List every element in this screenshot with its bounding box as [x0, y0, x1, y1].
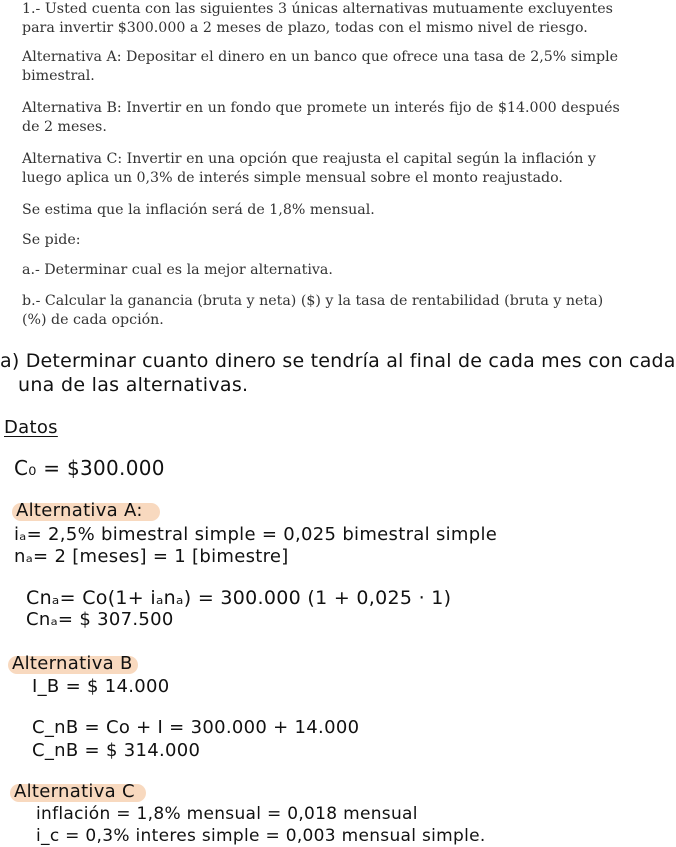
notes-heading-line1: a) Determinar cuanto dinero se tendría al final de cada mes con cada	[0, 350, 676, 372]
alt-b-formula: C_nB = Co + I = 300.000 + 14.000	[32, 717, 360, 738]
alt-c-rate: i_c = 0,3% interes simple = 0,003 mensual simple.	[36, 826, 486, 846]
alt-a-title: Alternativa A:	[16, 500, 143, 521]
alt-c-title: Alternativa C	[14, 781, 135, 802]
initial-capital: C₀ = $300.000	[14, 456, 165, 480]
alt-b-interest: I_B = $ 14.000	[32, 676, 170, 697]
notes-heading-line2: una de las alternativas.	[18, 374, 249, 396]
alt-b-title: Alternativa B	[12, 653, 133, 674]
question-b: b.- Calcular la ganancia (bruta y neta) ($) y la tasa de rentabilidad (bruta y neta) (%) de cada opción.	[22, 293, 604, 328]
alternative-c-text: Alternativa C: Invertir en una opción que reajusta el capital según la inflación y luego aplica un 0,3% de interés simple mensual sobre el monto reajustado.	[22, 151, 596, 186]
alt-b-result: C_nB = $ 314.000	[32, 740, 201, 761]
alternative-b-text: Alternativa B: Invertir en un fondo que promete un interés fijo de $14.000 después de 2 meses.	[22, 100, 620, 135]
inflation-estimate: Se estima que la inflación será de 1,8% mensual.	[22, 202, 375, 218]
alt-a-formula: Cnₐ= Co(1+ iₐnₐ) = 300.000 (1 + 0,025 · 1)	[26, 587, 452, 609]
problem-statement: 1.- Usted cuenta con las siguientes 3 únicas alternativas mutuamente excluyentes para invertir $300.000 a 2 meses de plazo, todas con el mismo nivel de riesgo.	[22, 1, 613, 36]
alt-c-inflation: inflación = 1,8% mensual = 0,018 mensual	[36, 804, 418, 824]
alt-a-rate: iₐ= 2,5% bimestral simple = 0,025 bimestral simple	[14, 524, 498, 545]
datos-label: Datos	[4, 417, 58, 438]
question-a: a.- Determinar cual es la mejor alternativa.	[22, 262, 333, 278]
alt-a-result: Cnₐ= $ 307.500	[26, 609, 174, 630]
alternative-a-text: Alternativa A: Depositar el dinero en un banco que ofrece una tasa de 2,5% simple bimestral.	[22, 49, 619, 84]
ask-intro: Se pide:	[22, 232, 81, 248]
alt-a-periods: nₐ= 2 [meses] = 1 [bimestre]	[14, 546, 289, 567]
